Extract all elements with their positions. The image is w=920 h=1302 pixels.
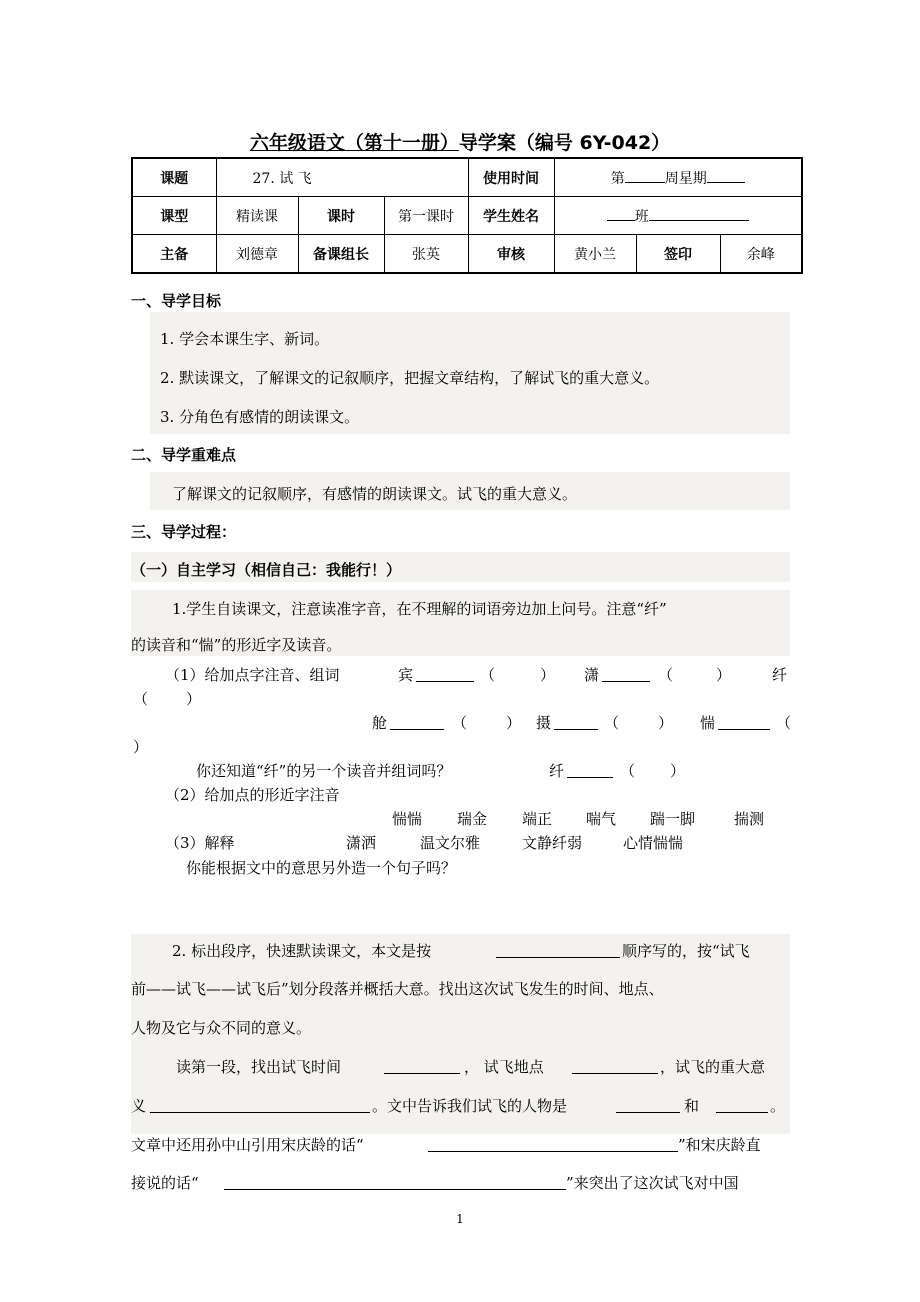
- para-text: 人物及它与众不同的意义。: [131, 1019, 312, 1037]
- quote-blank[interactable]: [428, 1136, 678, 1152]
- q1-label: （1）给加点字注音、组词: [165, 666, 340, 684]
- weekday-blank[interactable]: [707, 167, 745, 183]
- paren-open: （: [776, 714, 792, 732]
- para-text: 顺序写的，按“试飞: [622, 942, 750, 960]
- paren-open: （: [620, 762, 636, 780]
- q1-word: 潇: [584, 666, 600, 684]
- pinyin-blank[interactable]: [416, 666, 474, 682]
- place-blank[interactable]: [572, 1058, 658, 1074]
- q2-word: 踹一脚: [650, 810, 696, 828]
- week-blank[interactable]: [625, 167, 665, 183]
- paren-close: ）: [670, 762, 686, 780]
- label-type: 课型: [132, 197, 216, 235]
- q1-word: 舱: [372, 714, 388, 732]
- q1-word: 纤: [772, 666, 788, 684]
- section2-text: 了解课文的记叙顺序，有感情的朗读课文。试飞的重大意义。: [172, 485, 578, 503]
- label-period: 课时: [298, 197, 384, 235]
- para-text: 2. 标出段序，快速默读课文，本文是按: [172, 942, 432, 960]
- goal-item: 3. 分角色有感情的朗读课文。: [160, 408, 360, 426]
- q3-word: 温文尔雅: [420, 834, 481, 852]
- q3-word: 心情惴惴: [623, 834, 684, 852]
- table-row: [132, 158, 802, 197]
- para-text: ”来突出了这次试飞对中国: [566, 1174, 739, 1192]
- value-review: 黄小兰: [554, 235, 636, 274]
- self-study-heading: （一）自主学习（相信自己：我能行！）: [131, 561, 402, 579]
- label-group-leader: 备课组长: [298, 235, 384, 274]
- paren-close: ）: [716, 666, 732, 684]
- paren-close: ）: [133, 738, 149, 756]
- person-blank[interactable]: [616, 1097, 680, 1113]
- para-text: 义: [131, 1097, 147, 1115]
- paren-close: ）: [540, 666, 556, 684]
- title-underlined: 六年级语文（第十一册）: [249, 132, 459, 154]
- para-text: 文章中还用孙中山引用宋庆龄的话“: [131, 1136, 364, 1154]
- paren-close: ）: [658, 714, 674, 732]
- meaning-blank[interactable]: [150, 1097, 370, 1113]
- q2-word: 瑞金: [457, 810, 488, 828]
- q1-word: 纤: [549, 762, 565, 780]
- para-text: ”和宋庆龄直: [678, 1136, 761, 1154]
- label-seal: 签印: [636, 235, 720, 274]
- value-seal: 余峰: [720, 235, 802, 274]
- class-label: 班: [634, 209, 649, 225]
- week-suffix: 周星期: [664, 171, 707, 187]
- order-blank[interactable]: [496, 942, 620, 958]
- table-row: [132, 235, 802, 274]
- q3-word: 潇洒: [346, 834, 377, 852]
- para-text: ，试飞的重大意: [660, 1058, 766, 1076]
- label-topic: 课题: [132, 158, 216, 197]
- q2-word: 端正: [522, 810, 553, 828]
- name-blank[interactable]: [649, 205, 749, 221]
- value-type: 精读课: [216, 197, 298, 235]
- page-number: 1: [456, 1212, 464, 1226]
- value-period: 第一课时: [384, 197, 468, 235]
- value-group-leader: 张英: [384, 235, 468, 274]
- pinyin-blank[interactable]: [718, 714, 770, 730]
- paren-open: （: [133, 690, 149, 708]
- value-topic: 27. 试 飞: [216, 158, 468, 197]
- label-use-time: 使用时间: [468, 158, 554, 197]
- title-rest: 导学案（编号 6Y-042）: [458, 132, 671, 154]
- info-table: [131, 157, 803, 274]
- para-text: 。文中告诉我们试飞的人物是: [372, 1097, 568, 1115]
- paren-close: ）: [506, 714, 522, 732]
- q1-word: 摄: [536, 714, 552, 732]
- pinyin-blank[interactable]: [567, 762, 613, 778]
- q3-extra: 你能根据文中的意思另外造一个句子吗？: [186, 859, 457, 877]
- para-text: 。: [770, 1097, 786, 1115]
- quote-blank[interactable]: [224, 1174, 566, 1190]
- para-text: 1.学生自读课文，注意读准字音，在不理解的词语旁边加上问号。注意“纤”: [172, 600, 667, 618]
- q3-label: （3）解释: [165, 834, 235, 852]
- q2-label: （2）给加点的形近字注音: [165, 786, 340, 804]
- table-row: [132, 197, 802, 235]
- goal-item: 1. 学会本课生字、新词。: [160, 330, 330, 348]
- goal-item: 2. 默读课文，了解课文的记叙顺序，把握文章结构，了解试飞的重大意义。: [160, 369, 660, 387]
- class-blank[interactable]: [607, 205, 635, 221]
- pinyin-blank[interactable]: [390, 714, 444, 730]
- label-lead: 主备: [132, 235, 216, 274]
- para-text: ， 试飞地点: [464, 1058, 544, 1076]
- paren-open: （: [452, 714, 468, 732]
- para-text: 接说的话“: [131, 1174, 199, 1192]
- value-use-time[interactable]: [554, 158, 802, 197]
- para-text: 前——试飞——试飞后”划分段落并概括大意。找出这次试飞发生的时间、地点、: [131, 980, 664, 998]
- person-blank[interactable]: [716, 1097, 768, 1113]
- pinyin-blank[interactable]: [554, 714, 598, 730]
- label-student-name: 学生姓名: [468, 197, 554, 235]
- week-prefix: 第: [610, 171, 625, 187]
- q3-word: 文静纤弱: [522, 834, 583, 852]
- section3-heading: 三、导学过程：: [131, 523, 237, 541]
- paren-open: （: [658, 666, 674, 684]
- para-text: 的读音和“惴”的形近字及读音。: [131, 636, 342, 654]
- paren-close: ）: [186, 690, 202, 708]
- paren-open: （: [480, 666, 496, 684]
- q1-word: 宾: [398, 666, 414, 684]
- q2-word: 喘气: [586, 810, 617, 828]
- paren-open: （: [604, 714, 620, 732]
- section1-heading: 一、导学目标: [131, 292, 222, 310]
- q1-extra: 你还知道“纤”的另一个读音并组词吗？: [196, 762, 452, 780]
- section2-heading: 二、导学重难点: [131, 446, 237, 464]
- value-lead: 刘德章: [216, 235, 298, 274]
- q2-word: 揣测: [734, 810, 765, 828]
- value-student-name[interactable]: [554, 197, 802, 235]
- q1-word: 惴: [700, 714, 716, 732]
- para-text: 和: [684, 1097, 700, 1115]
- q2-word: 惴惴: [392, 810, 423, 828]
- page-title: [0, 128, 920, 155]
- time-blank[interactable]: [384, 1058, 460, 1074]
- pinyin-blank[interactable]: [602, 666, 650, 682]
- para-text: 读第一段，找出试飞时间: [176, 1058, 342, 1076]
- label-review: 审核: [468, 235, 554, 274]
